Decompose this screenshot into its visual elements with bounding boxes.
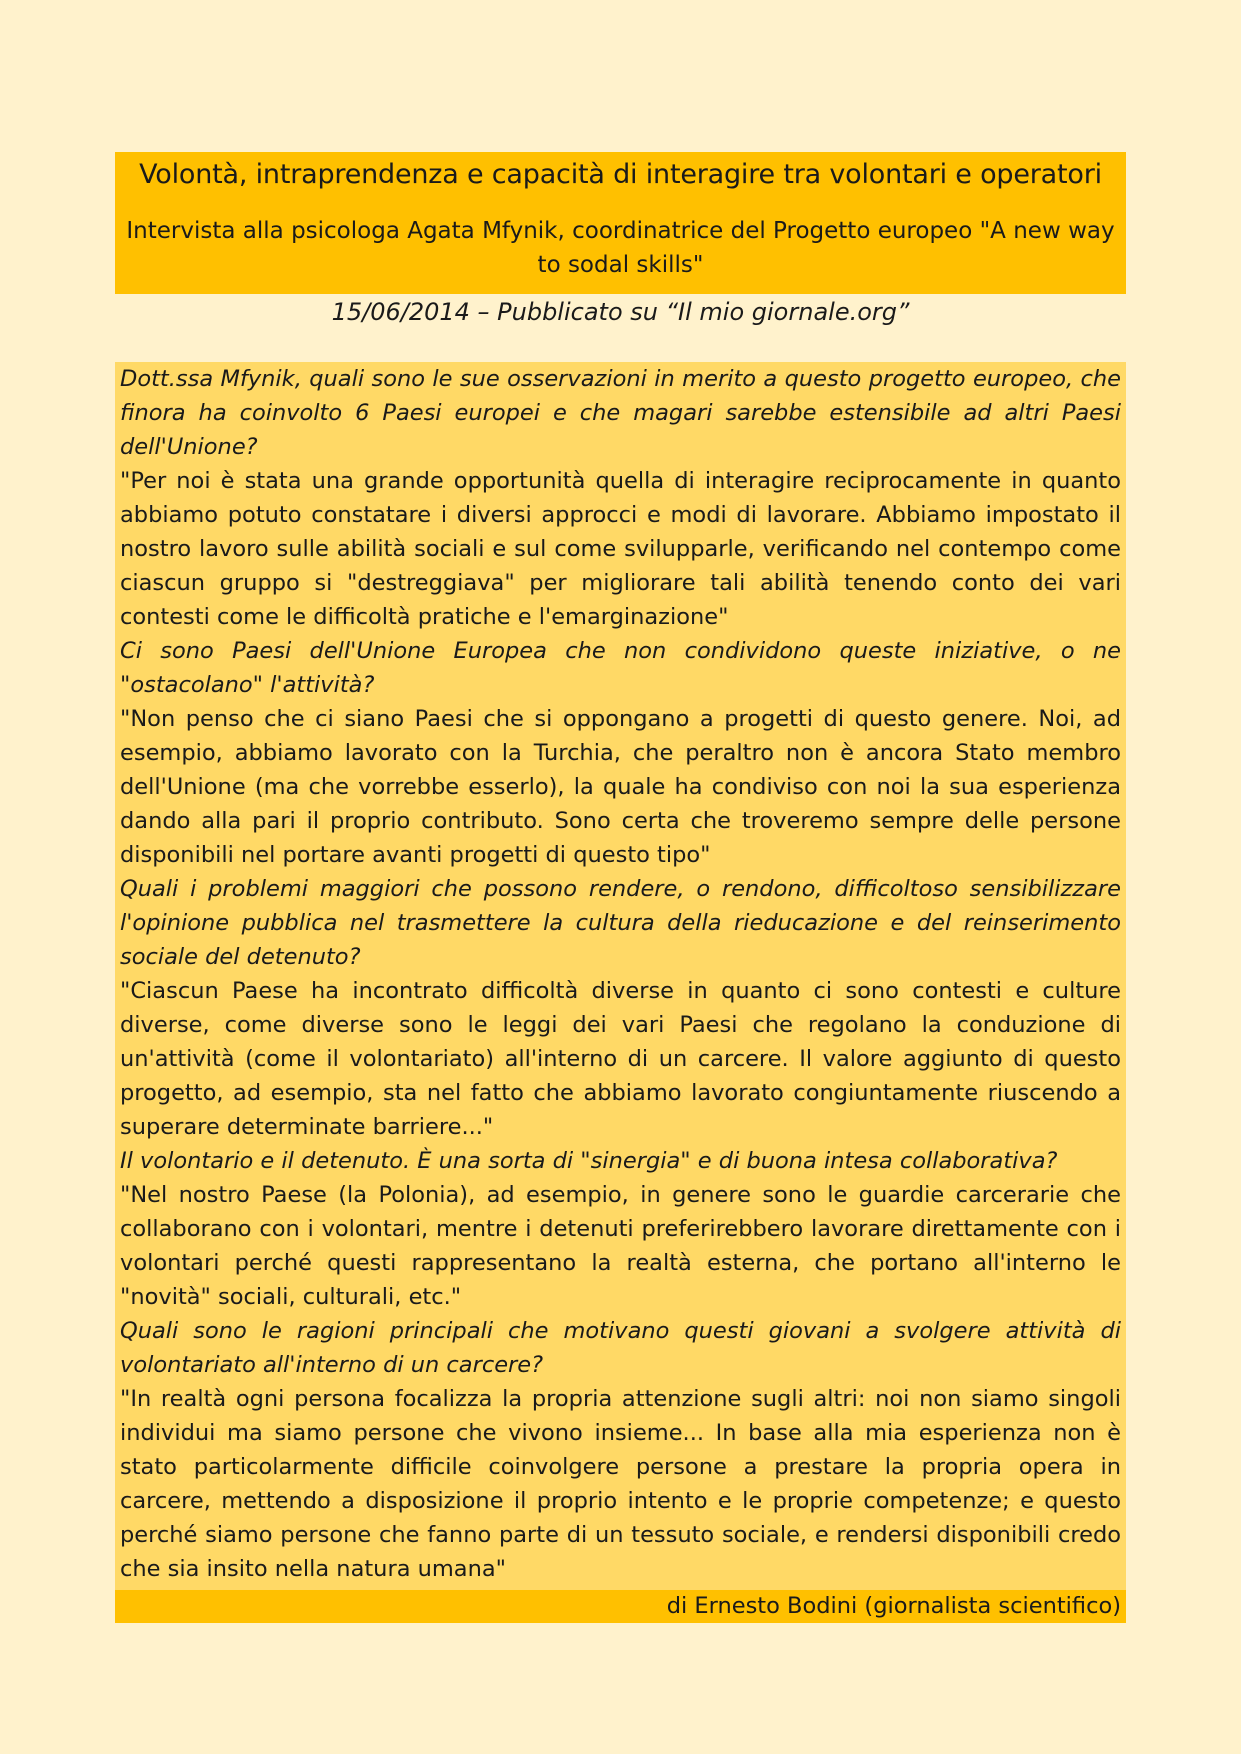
interview-answer: "Nel nostro Paese (la Polonia), ad esempio, in genere sono le guardie carcerarie che collaborano con i volontari, mentre i detenuti preferirebbero lavorare direttamente con i volontari perché questi rappresentano la realtà esterna, che portano all'interno le "novità" sociali, culturali, etc." [120,1182,1121,1310]
interview-answer: "In realtà ogni persona focalizza la propria attenzione sugli altri: noi non siamo singoli individui ma siamo persone che vivono insieme... In base alla mia esperienza non è stato particolarmente difficile coinvolgere persone a prestare la propria opera in carcere, mettendo a disposizione il proprio intento e le proprie competenze; e questo perché siamo persone che fanno parte di un tessuto sociale, e rendersi disponibili credo che sia insito nella natura umana" [120,1386,1121,1582]
interview-question: Il volontario e il detenuto. È una sorta di "sinergia" e di buona intesa collaborativa? [120,1148,1058,1174]
article-header [115,152,1126,294]
interview-question: Quali sono le ragioni principali che motivano questi giovani a svolgere attività di volontariato all'interno di un carcere? [120,1318,1121,1378]
interview-body [115,362,1126,1590]
interview-answer: "Ciascun Paese ha incontrato difficoltà diverse in quanto ci sono contesti e culture diverse, come diverse sono le leggi dei vari Paesi che regolano la conduzione di un'attività (come il volontariato) all'interno di un carcere. Il valore aggiunto di questo progetto, ad esempio, sta nel fatto che abbiamo lavorato congiuntamente riuscendo a superare determinate barriere..." [120,978,1121,1140]
interview-question: Quali i problemi maggiori che possono rendere, o rendono, difficoltoso sensibilizzare l'opinione pubblica nel trasmettere la cultura della rieducazione e del reinserimento sociale del detenuto? [120,876,1121,970]
interview-answer: "Non penso che ci siano Paesi che si oppongano a progetti di questo genere. Noi, ad esempio, abbiamo lavorato con la Turchia, che peraltro non è ancora Stato membro dell'Unione (ma che vorrebbe esserlo), la quale ha condiviso con noi la sua esperienza dando alla pari il proprio contributo. Sono certa che troveremo sempre delle persone disponibili nel portare avanti progetti di questo tipo" [120,706,1121,868]
article-title: Volontà, intraprendenza e capacità di interagire tra volontari e operatori [139,159,1102,190]
article-dateline: 15/06/2014 – Pubblicato su “Il mio giornale.org” [331,298,910,326]
interview-question: Ci sono Paesi dell'Unione Europea che non condividono queste iniziative, o ne "ostacolano" l'attività? [120,638,1121,698]
interview-question: Dott.ssa Mfynik, quali sono le sue osservazioni in merito a questo progetto europeo, che finora ha coinvolto 6 Paesi europei e che magari sarebbe estensibile ad altri Paesi dell'Unione? [120,366,1121,460]
author-signature: di Ernesto Bodini (giornalista scientifico) [115,1590,1126,1623]
article-subtitle: Intervista alla psicologa Agata Mfynik, coordinatrice del Progetto europeo "A new way to sodal skills" [126,218,1115,278]
interview-answer: "Per noi è stata una grande opportunità quella di interagire reciprocamente in quanto abbiamo potuto constatare i diversi approcci e modi di lavorare. Abbiamo impostato il nostro lavoro sulle abilità sociali e sul come svilupparle, verificando nel contempo come ciascun gruppo si "destreggiava" per migliorare tali abilità tenendo conto dei vari contesti come le difficoltà pratiche e l'emarginazione" [120,468,1121,630]
